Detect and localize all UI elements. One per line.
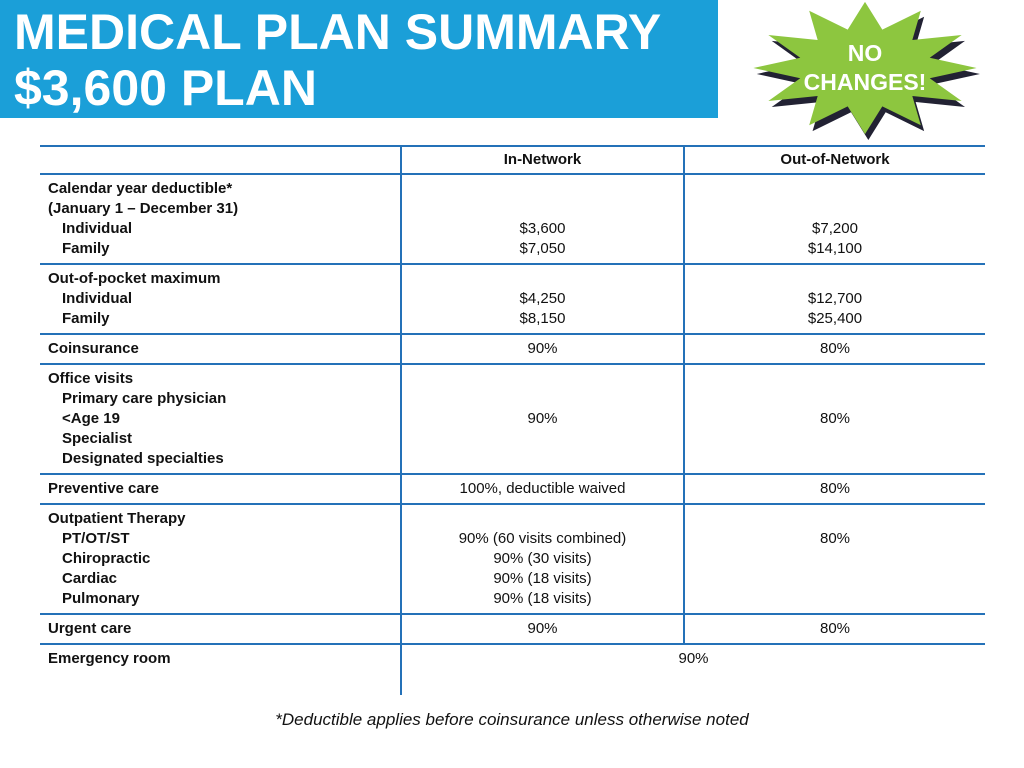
row-value-line: $7,200 [812, 220, 858, 237]
row-label-line: Individual [62, 220, 133, 237]
row-label-line: Pulmonary [62, 590, 140, 607]
table-row [40, 473, 985, 503]
row-value-line [406, 179, 679, 199]
row-label-line: Emergency room [48, 650, 171, 667]
table-row [40, 503, 985, 613]
no-changes-badge-label: NO CHANGES! [803, 40, 927, 95]
row-label-cell [40, 615, 400, 643]
row-in-network-cell [400, 335, 685, 363]
row-label-line: <Age 19 [62, 410, 120, 427]
row-value-line [689, 589, 981, 609]
row-value-line [689, 429, 981, 449]
row-label-cell [40, 175, 400, 263]
row-out-of-network-cell [685, 365, 985, 473]
row-label-line: Out-of-pocket maximum [48, 270, 221, 287]
row-value-line: $25,400 [807, 310, 863, 327]
row-value-line [689, 549, 981, 569]
row-value-line [689, 269, 981, 289]
row-label-line: Family [62, 240, 110, 257]
row-value-line: 80% [819, 530, 851, 547]
row-in-network-cell [400, 175, 685, 263]
row-label-line: Preventive care [48, 480, 159, 497]
table-row [40, 643, 985, 695]
row-out-of-network-cell [685, 265, 985, 333]
footnote: *Deductible applies before coinsurance unless otherwise noted [275, 710, 749, 729]
row-value-line: 80% [819, 410, 851, 427]
row-label-line: Individual [62, 290, 133, 307]
table-row [40, 173, 985, 263]
row-label-cell [40, 335, 400, 363]
header-in-network: In-Network [400, 147, 685, 173]
row-value-line [406, 429, 679, 449]
row-in-network-cell [400, 505, 685, 613]
row-out-of-network-cell [685, 505, 985, 613]
row-label-line: Calendar year deductible* [48, 180, 233, 197]
header-out-of-network: Out-of-Network [780, 151, 890, 168]
row-value-line [689, 369, 981, 389]
plan-table [40, 145, 985, 695]
row-value-line: 80% [819, 620, 851, 637]
row-value-line [689, 389, 981, 409]
row-value-line: $12,700 [807, 290, 863, 307]
row-label-line: Specialist [62, 430, 133, 447]
row-value-line [406, 269, 679, 289]
row-value-line [689, 569, 981, 589]
table-row [40, 613, 985, 643]
row-value-line: 90% [527, 620, 558, 637]
row-value-line: $8,150 [519, 310, 566, 327]
row-in-network-cell [400, 475, 685, 503]
row-value-line: 90% [527, 410, 558, 427]
row-value-line [406, 199, 679, 219]
row-value-line: 80% [819, 480, 851, 497]
title-line-2: $3,600 PLAN [14, 60, 317, 116]
row-label-cell [40, 475, 400, 503]
row-label-line: Family [62, 310, 110, 327]
table-row [40, 263, 985, 333]
row-value-line: $7,050 [519, 240, 566, 257]
row-value-line [689, 179, 981, 199]
row-out-of-network-cell [685, 475, 985, 503]
row-value-span-cell [400, 645, 985, 695]
title-line-1: MEDICAL PLAN SUMMARY [14, 4, 662, 60]
row-value-line: 90% (18 visits) [493, 570, 592, 587]
row-label-line: Outpatient Therapy [48, 510, 186, 527]
table-header-row [40, 145, 985, 173]
row-label-cell [40, 265, 400, 333]
row-value-line [406, 509, 679, 529]
row-value-line [406, 389, 679, 409]
row-value-line: 90% [527, 340, 558, 357]
row-value-line: $4,250 [519, 290, 566, 307]
row-out-of-network-cell [685, 335, 985, 363]
row-label-cell [40, 505, 400, 613]
header-empty-cell [40, 147, 400, 173]
row-value-line: 90% (18 visits) [493, 590, 592, 607]
row-out-of-network-cell [685, 175, 985, 263]
row-value-line [689, 449, 981, 469]
row-label-line: Cardiac [62, 570, 118, 587]
row-value-line [689, 509, 981, 529]
row-value-line [406, 449, 679, 469]
row-label-line: Coinsurance [48, 340, 139, 357]
row-label-cell [40, 645, 400, 695]
row-label-line: (January 1 – December 31) [48, 200, 239, 217]
row-label-line: Urgent care [48, 620, 132, 637]
row-value-line [406, 369, 679, 389]
row-label-cell [40, 365, 400, 473]
row-label-line: Office visits [48, 370, 134, 387]
title-banner [0, 0, 718, 118]
row-value-line: $3,600 [519, 220, 566, 237]
row-label-line: PT/OT/ST [62, 530, 130, 547]
row-value-line: 90% (60 visits combined) [458, 530, 627, 547]
row-value-line: 90% [678, 650, 709, 667]
table-row [40, 333, 985, 363]
row-label-line: Designated specialties [62, 450, 224, 467]
row-value-line: $14,100 [807, 240, 863, 257]
row-in-network-cell [400, 365, 685, 473]
row-in-network-cell [400, 265, 685, 333]
table-row [40, 363, 985, 473]
row-value-line: 100%, deductible waived [459, 480, 626, 497]
row-in-network-cell [400, 615, 685, 643]
row-label-line: Chiropractic [62, 550, 151, 567]
row-label-line: Primary care physician [62, 390, 227, 407]
no-changes-badge [740, 0, 990, 142]
row-value-line [689, 199, 981, 219]
row-value-line: 80% [819, 340, 851, 357]
row-out-of-network-cell [685, 615, 985, 643]
row-value-line: 90% (30 visits) [493, 550, 592, 567]
